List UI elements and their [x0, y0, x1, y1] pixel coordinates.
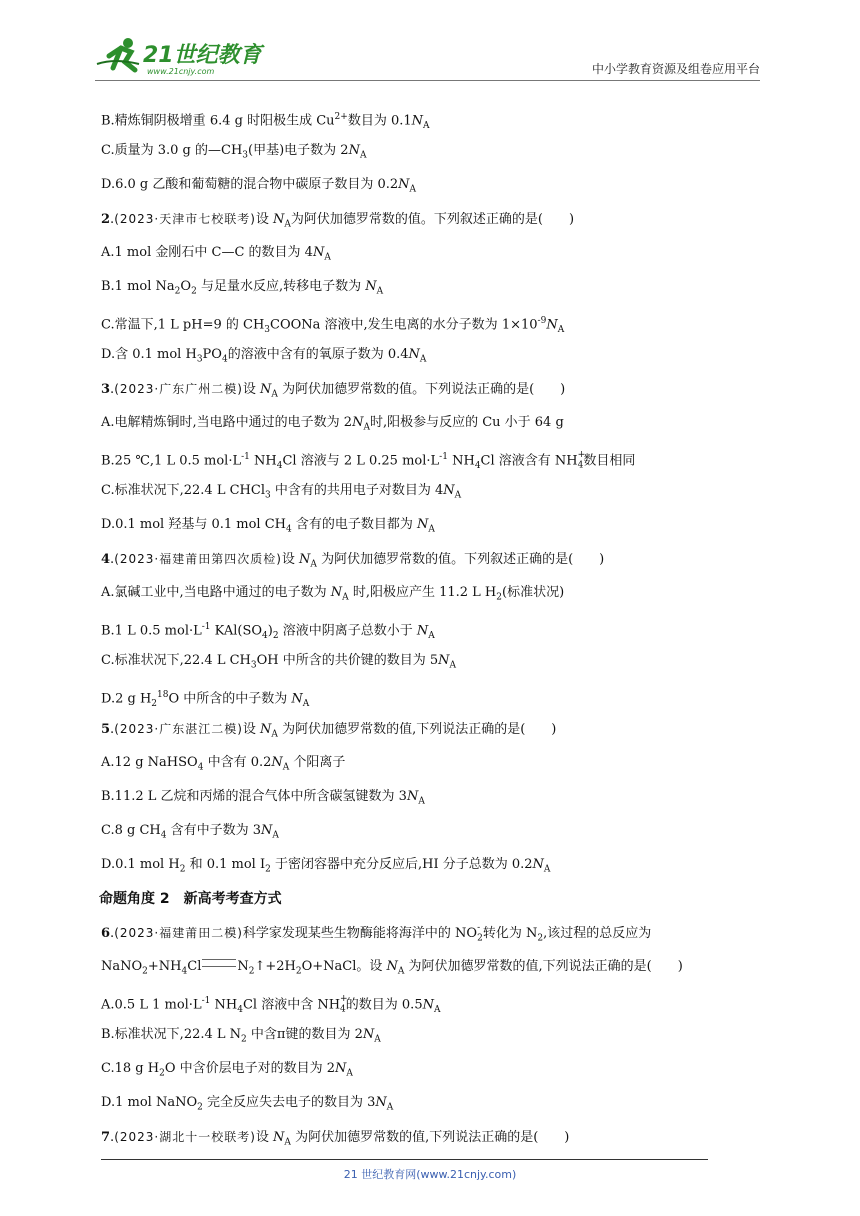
- q5-option-d: D.0.1 mol $H_2$ 和 0.1 mol $I_2$ 于密闭容器中充分反应后,HI 分子总数为 $0.2N_A$: [101, 857, 551, 875]
- q2-option-c: C.常温下,1 L pH=9 的 $CH_3COONa$ 溶液中,发生电离的水分子数为 $1\times 10^{-9}N_A$: [101, 316, 565, 335]
- q2-option-d: D.含 0.1 mol $H_3PO_4$的溶液中含有的氧原子数为 $0.4N_A$: [101, 347, 427, 365]
- q6-equation: $NaNO_2+NH_4Cl$ $N_2↑+2H_2O+NaCl$。设 $N_A$ 为阿伏加德罗常数的值,下列说法正确的是( ): [101, 959, 683, 977]
- site-logo: [95, 34, 265, 78]
- q6-option-d: D.1 mol NaNO$_2$ 完全反应失去电子的数目为 $3N_A$: [101, 1095, 394, 1113]
- document-body: [101, 100, 771, 1154]
- q1-option-d: D.6.0 g 乙酸和葡萄糖的混合物中碳原子数目为 $0.2N_A$: [101, 177, 417, 195]
- q4-option-b: B.1 L 0.5 $mol\cdot L^{-1}$ $KAl(SO_4)_2$ 溶液中阴离子总数小于 $N_A$: [101, 622, 435, 641]
- q7-stem: 7.(2023·湖北十一校联考)设 $N_A$ 为阿伏加德罗常数的值,下列说法正确的是( ): [101, 1130, 570, 1148]
- header-divider: [95, 80, 760, 81]
- q3-option-c: C.标准状况下,22.4 L CHCl$_3$ 中含有的共用电子对数目为 $4N_A$: [101, 483, 462, 501]
- platform-name: 中小学教育资源及组卷应用平台: [591, 62, 760, 76]
- q2-stem: 2.(2023·天津市七校联考)设 $N_A$为阿伏加德罗常数的值。下列叙述正确的是( ): [101, 212, 575, 230]
- footer-link[interactable]: 21 世纪教育网(www.21cnjy.com): [343, 1168, 517, 1181]
- q3-option-b: B.25 ℃,1 L 0.5 $mol\cdot L^{-1}$ $NH_4Cl$ 溶液与 2 L 0.25 $mol\cdot L^{-1}$ $NH_4Cl$ 溶液含有 $NH_4$ + 数目相同: [101, 450, 636, 471]
- equals-sign-icon: [202, 959, 236, 967]
- q4-option-d: D.2 g $H_2^{18}O$ 中所含的中子数为 $N_A$: [101, 690, 310, 709]
- q3-option-d: D.0.1 mol 羟基与 0.1 mol $CH_4$ 含有的电子数目都为 $N_A$: [101, 517, 435, 535]
- q3-stem: 3.(2023·广东广州二模)设 $N_A$ 为阿伏加德罗常数的值。下列说法正确的是( ): [101, 382, 566, 400]
- q4-option-a: A.氯碱工业中,当电路中通过的电子数为 $N_A$ 时,阳极应产生 11.2 L $H_2$(标准状况): [101, 585, 565, 603]
- svg-text:21世纪教育: 21世纪教育: [143, 43, 262, 68]
- q6-stem: 6.(2023·福建莆田二模)科学家发现某些生物酶能将海洋中的 $NO_2$ - 转化为 $N_2$,该过程的总反应为: [101, 923, 652, 944]
- q2-option-a: A.1 mol 金刚石中 C—C 的数目为 $4N_A$: [101, 245, 331, 263]
- q4-stem: 4.(2023·福建莆田第四次质检)设 $N_A$ 为阿伏加德罗常数的值。下列叙述正确的是( ): [101, 552, 605, 570]
- q4-option-c: C.标准状况下,22.4 L $CH_3OH$ 中所含的共价键的数目为 $5N_A$: [101, 653, 457, 671]
- q2-option-b: B.1 mol $Na_2O_2$ 与足量水反应,转移电子数为 $N_A$: [101, 279, 384, 297]
- page-header: [95, 30, 760, 80]
- q1-option-c: C.质量为 3.0 g 的$—CH_3$(甲基)电子数为 $2N_A$: [101, 143, 367, 161]
- runner-icon: [97, 38, 139, 70]
- q6-option-b: B.标准状况下,22.4 L $N_2$ 中含π键的数目为 $2N_A$: [101, 1027, 381, 1045]
- q6-option-c: C.18 g $H_2O$ 中含价层电子对的数目为 $2N_A$: [101, 1061, 353, 1079]
- q5-option-b: B.11.2 L 乙烷和丙烯的混合气体中所含碳氢键数为 $3N_A$: [101, 789, 425, 807]
- q3-option-a: A.电解精炼铜时,当电路中通过的电子数为 $2N_A$时,阳极参与反应的 Cu 小于 64 g: [101, 415, 564, 433]
- footer-divider: [101, 1159, 708, 1160]
- q5-option-a: A.12 g NaHSO$_4$ 中含有 $0.2N_A$ 个阳离子: [101, 755, 346, 773]
- q5-stem: 5.(2023·广东湛江二模)设 $N_A$ 为阿伏加德罗常数的值,下列说法正确的是( ): [101, 722, 557, 740]
- svg-text:www.21cnjy.com: www.21cnjy.com: [147, 67, 215, 76]
- section-heading: 命题角度 2 新高考考查方式: [99, 891, 282, 907]
- q6-option-a: A.0.5 L 1 $mol\cdot L^{-1}$ $NH_4Cl$ 溶液中含 $NH_4$ + 的数目为 $0.5N_A$: [101, 994, 441, 1015]
- q1-option-b: B.精炼铜阴极增重 6.4 g 时阳极生成 $Cu^{2+}$数目为 $0.1N_A$: [101, 112, 430, 131]
- q5-option-c: C.8 g $CH_4$ 含有中子数为 $3N_A$: [101, 823, 279, 841]
